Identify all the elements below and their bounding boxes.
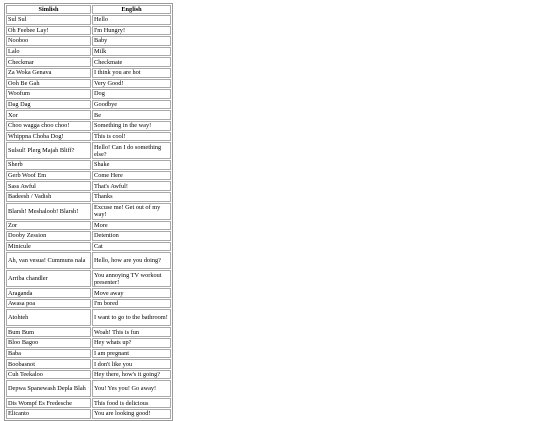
simlish-cell: Gerb Woof Em — [6, 171, 91, 181]
table-row — [6, 380, 171, 397]
table-row — [6, 181, 171, 191]
simlish-cell: Zor — [6, 221, 91, 231]
english-cell: Something in the way! — [92, 121, 171, 131]
english-cell: This is cool! — [92, 132, 171, 142]
table-row — [6, 370, 171, 380]
table-row — [6, 57, 171, 67]
simlish-cell: Badeesh / Vadish — [6, 192, 91, 202]
english-cell: Woah! This is fun — [92, 327, 171, 337]
column-header-simlish: Simlish — [6, 5, 91, 14]
english-cell: Baby — [92, 36, 171, 46]
table-row — [6, 171, 171, 181]
table-row — [6, 252, 171, 269]
english-cell: I am pregnant — [92, 349, 171, 359]
english-cell: Hello — [92, 15, 171, 25]
simlish-cell: Choo wagga choo choo! — [6, 121, 91, 131]
simlish-cell: Boobasnot — [6, 359, 91, 369]
english-cell: Detention — [92, 231, 171, 241]
table-row — [6, 79, 171, 89]
simlish-cell: Arriba chandler — [6, 270, 91, 287]
english-cell: Checkmate — [92, 57, 171, 67]
simlish-glossary-table — [4, 3, 173, 421]
english-cell: Hello! Can I do something else? — [92, 142, 171, 159]
table-header-row — [6, 5, 171, 14]
english-cell: I'm bored — [92, 299, 171, 309]
simlish-cell: Baba — [6, 349, 91, 359]
english-cell: Cat — [92, 242, 171, 252]
table-row — [6, 338, 171, 348]
simlish-cell: Sul Sul — [6, 15, 91, 25]
english-cell: I don't like you — [92, 359, 171, 369]
table-row — [6, 47, 171, 57]
table-row — [6, 15, 171, 25]
table-row — [6, 288, 171, 298]
simlish-cell: Lalo — [6, 47, 91, 57]
table-row — [6, 231, 171, 241]
simlish-cell: Xor — [6, 110, 91, 120]
table-row — [6, 309, 171, 326]
english-cell: More — [92, 221, 171, 231]
table-row — [6, 270, 171, 287]
simlish-cell: Dag Dag — [6, 100, 91, 110]
table-row — [6, 203, 171, 220]
english-cell: I'm Hungry! — [92, 26, 171, 36]
english-cell: Goodbye — [92, 100, 171, 110]
table-row — [6, 100, 171, 110]
simlish-cell: Atohteh — [6, 309, 91, 326]
table-body — [6, 15, 171, 419]
english-cell: Come Here — [92, 171, 171, 181]
english-cell: Move away — [92, 288, 171, 298]
english-cell: Excuse me! Get out of my way! — [92, 203, 171, 220]
table-row — [6, 132, 171, 142]
simlish-cell: Woofum — [6, 89, 91, 99]
simlish-cell: Sulsul! Plerg Majah Bliff? — [6, 142, 91, 159]
simlish-cell: Elicanto — [6, 409, 91, 419]
table-row — [6, 121, 171, 131]
english-cell: Very Good! — [92, 79, 171, 89]
table-row — [6, 221, 171, 231]
english-cell: Hello, how are you doing? — [92, 252, 171, 269]
simlish-cell: Dooby Zession — [6, 231, 91, 241]
simlish-cell: Blarsh! Meshaloob! Blarsh! — [6, 203, 91, 220]
english-cell: I think you are hot — [92, 68, 171, 78]
simlish-cell: Awasa poa — [6, 299, 91, 309]
english-cell: Hey there, how's it going? — [92, 370, 171, 380]
simlish-cell: Whippna Choba Dog! — [6, 132, 91, 142]
table-row — [6, 142, 171, 159]
table-row — [6, 349, 171, 359]
simlish-cell: Sherb — [6, 160, 91, 170]
table-row — [6, 68, 171, 78]
simlish-cell: Oh Feebee Lay! — [6, 26, 91, 36]
table-row — [6, 160, 171, 170]
table-row — [6, 192, 171, 202]
simlish-cell: Dis Wompf Es Fredesche — [6, 398, 91, 408]
english-cell: That's Awful! — [92, 181, 171, 191]
table-row — [6, 359, 171, 369]
english-cell: You are looking good! — [92, 409, 171, 419]
english-cell: Hey whats up? — [92, 338, 171, 348]
english-cell: This food is delicious — [92, 398, 171, 408]
english-cell: Shake — [92, 160, 171, 170]
english-cell: I want to go to the bathroom! — [92, 309, 171, 326]
english-cell: Be — [92, 110, 171, 120]
table-row — [6, 89, 171, 99]
english-cell: You annoying TV workout presenter! — [92, 270, 171, 287]
simlish-cell: Sass Awful — [6, 181, 91, 191]
simlish-cell: Depwa Spanewash Depla Blah — [6, 380, 91, 397]
table-row — [6, 398, 171, 408]
simlish-cell: Minicule — [6, 242, 91, 252]
table-row — [6, 299, 171, 309]
english-cell: You! Yes you! Go away! — [92, 380, 171, 397]
simlish-cell: Ah, van vesua! Cummuns nala — [6, 252, 91, 269]
simlish-cell: Ooh Be Gah — [6, 79, 91, 89]
english-cell: Milk — [92, 47, 171, 57]
column-header-english: English — [92, 5, 171, 14]
simlish-cell: Checkmar — [6, 57, 91, 67]
english-cell: Thanks — [92, 192, 171, 202]
simlish-cell: Bum Bum — [6, 327, 91, 337]
simlish-cell: Za Woka Genava — [6, 68, 91, 78]
simlish-cell: Araganda — [6, 288, 91, 298]
simlish-cell: Nooboo — [6, 36, 91, 46]
simlish-cell: Bloo Bagoo — [6, 338, 91, 348]
table-row — [6, 36, 171, 46]
table-row — [6, 110, 171, 120]
table-row — [6, 242, 171, 252]
table-row — [6, 327, 171, 337]
english-cell: Dog — [92, 89, 171, 99]
simlish-cell: Cuh Teekaloo — [6, 370, 91, 380]
table-row — [6, 409, 171, 419]
table-row — [6, 26, 171, 36]
